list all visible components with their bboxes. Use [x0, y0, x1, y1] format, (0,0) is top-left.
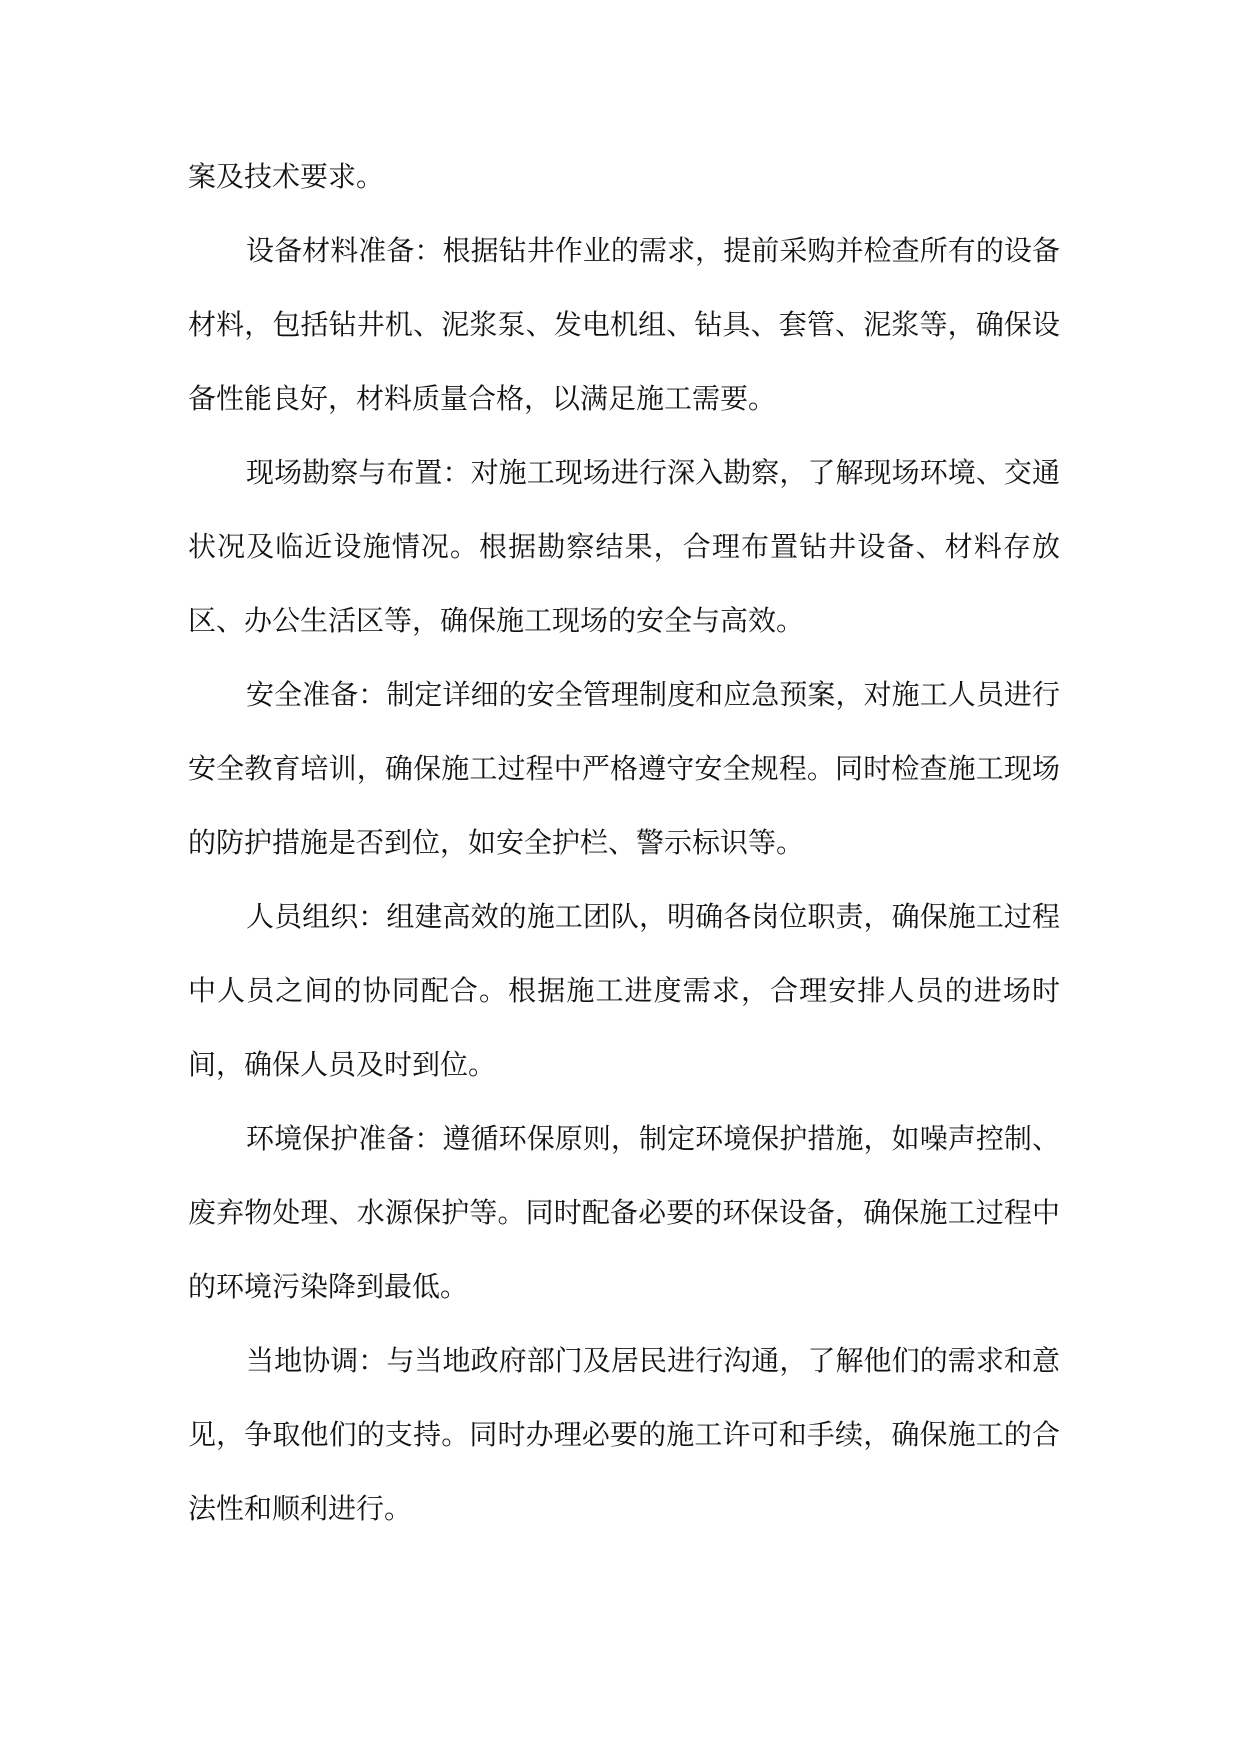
paragraph-local-coordination: 当地协调：与当地政府部门及居民进行沟通，了解他们的需求和意见，争取他们的支持。同时办理必要的施工许可和手续，确保施工的合法性和顺利进行。 [188, 1344, 1060, 1525]
paragraph-safety: 安全准备：制定详细的安全管理制度和应急预案，对施工人员进行安全教育培训，确保施工过程中严格遵守安全规程。同时检查施工现场的防护措施是否到位，如安全护栏、警示标识等。 [188, 678, 1060, 859]
paragraph-personnel: 人员组织：组建高效的施工团队，明确各岗位职责，确保施工过程中人员之间的协同配合。根据施工进度需求，合理安排人员的进场时间，确保人员及时到位。 [188, 900, 1060, 1081]
document-body [188, 140, 1060, 1546]
paragraph-continuation: 案及技术要求。 [188, 160, 385, 193]
paragraph-environment: 环境保护准备：遵循环保原则，制定环境保护措施，如噪声控制、废弃物处理、水源保护等。同时配备必要的环保设备，确保施工过程中的环境污染降到最低。 [188, 1122, 1060, 1303]
paragraph-equipment-materials: 设备材料准备：根据钻井作业的需求，提前采购并检查所有的设备材料，包括钻井机、泥浆泵、发电机组、钻具、套管、泥浆等，确保设备性能良好，材料质量合格，以满足施工需要。 [188, 234, 1060, 415]
paragraph-site-survey: 现场勘察与布置：对施工现场进行深入勘察，了解现场环境、交通状况及临近设施情况。根据勘察结果，合理布置钻井设备、材料存放区、办公生活区等，确保施工现场的安全与高效。 [188, 456, 1060, 637]
